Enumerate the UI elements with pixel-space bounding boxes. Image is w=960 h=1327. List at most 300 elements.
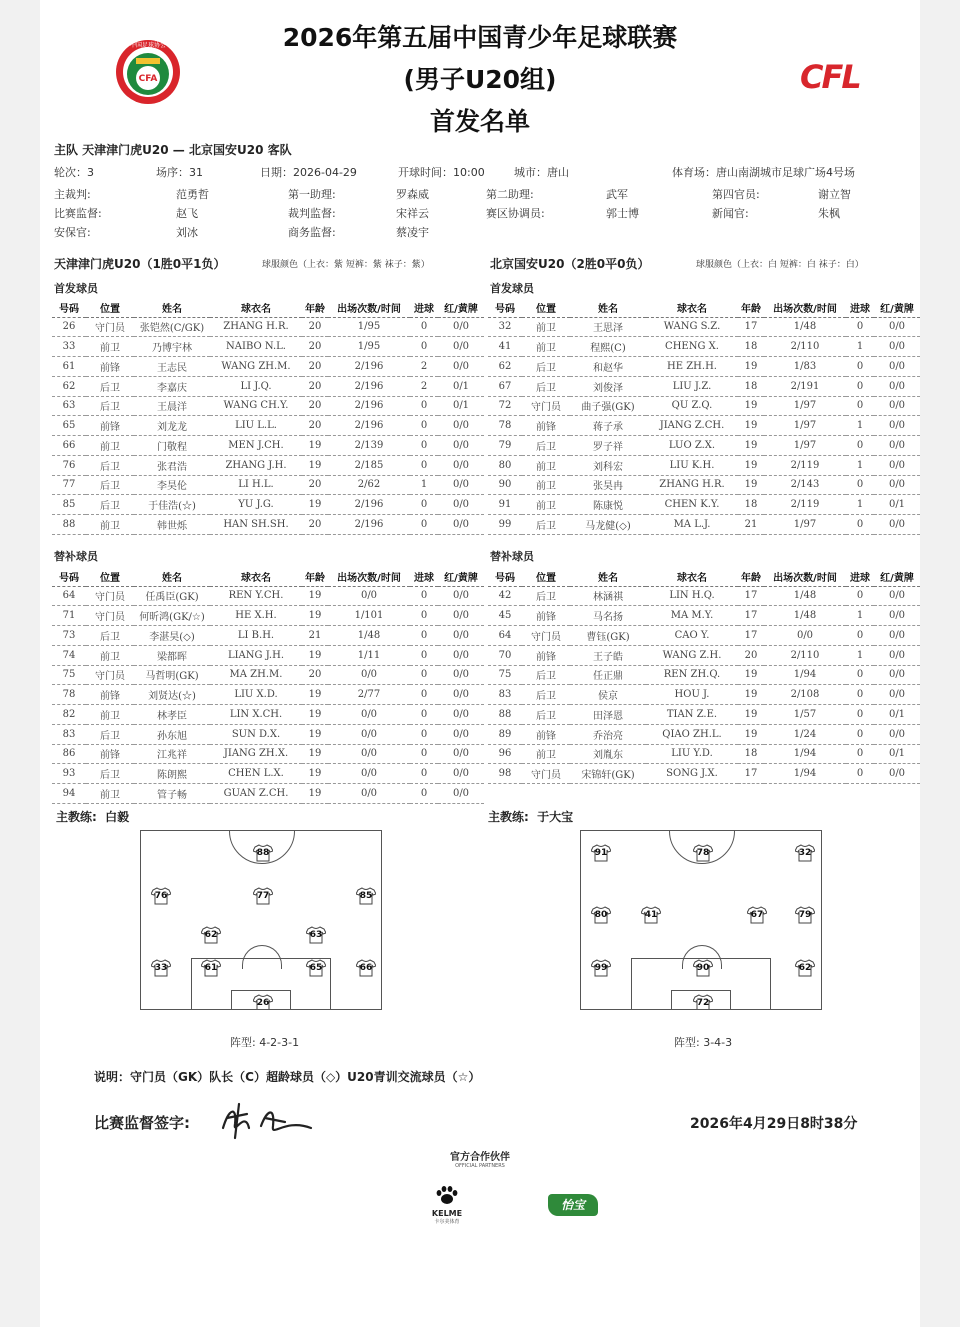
table-cell: 任正鼎	[570, 665, 646, 685]
table-row	[52, 645, 484, 665]
player-shirt-icon	[253, 994, 273, 1010]
table-row	[488, 586, 920, 606]
official-label: 比赛监督:	[54, 207, 102, 220]
table-cell: 0	[410, 455, 438, 475]
match-line: 主队 天津津门虎U20 — 北京国安U20 客队	[54, 143, 292, 157]
table-cell: 19	[302, 455, 328, 475]
table-row	[488, 744, 920, 764]
penalty-arc	[242, 945, 282, 969]
table-cell: 前卫	[522, 317, 570, 337]
table-cell: 2	[410, 357, 438, 377]
table-row	[488, 475, 920, 495]
table-cell: 1	[846, 645, 874, 665]
table-cell: MA ZH.M.	[210, 665, 302, 685]
official-name: 刘冰	[176, 226, 198, 239]
official-label: 第二助理:	[486, 188, 534, 201]
away-formation-value: 3-4-3	[703, 1036, 733, 1049]
table-cell: QU Z.Q.	[646, 396, 738, 416]
partners-label-en: OFFICIAL PARTNERS	[455, 1163, 505, 1169]
table-cell: 17	[738, 626, 764, 646]
table-row	[52, 685, 484, 705]
table-cell: 82	[52, 705, 86, 725]
table-cell: 0/0	[438, 705, 484, 725]
column-header: 姓名	[570, 299, 646, 317]
table-cell: 2/196	[328, 416, 410, 436]
table-cell: 0/0	[438, 784, 484, 804]
official-name: 郭士博	[606, 207, 639, 220]
table-cell: 0	[410, 396, 438, 416]
table-cell: 1	[846, 495, 874, 515]
official-label: 赛区协调员:	[486, 207, 545, 220]
home-formation-pitch	[140, 830, 382, 1010]
home-formation-label: 阵型:	[230, 1036, 256, 1049]
table-cell: 侯京	[570, 685, 646, 705]
table-cell: 65	[52, 416, 86, 436]
column-header: 年龄	[738, 299, 764, 317]
table-cell: 19	[302, 606, 328, 626]
table-cell: 曲子强(GK)	[570, 396, 646, 416]
table-cell: 83	[52, 724, 86, 744]
table-row	[488, 495, 920, 515]
table-cell: 0	[410, 515, 438, 535]
table-cell: 71	[52, 606, 86, 626]
table-cell: 前锋	[522, 645, 570, 665]
table-cell: 0/0	[874, 764, 920, 784]
table-cell: 2/108	[764, 685, 846, 705]
table-cell: HAN SH.SH.	[210, 515, 302, 535]
table-cell: 89	[488, 724, 522, 744]
table-cell: 0	[410, 586, 438, 606]
table-cell: 2	[410, 376, 438, 396]
table-cell: 守门员	[522, 764, 570, 784]
table-cell: 19	[738, 665, 764, 685]
column-header: 位置	[86, 568, 134, 586]
table-row	[488, 665, 920, 685]
table-cell: 韩世烁	[134, 515, 210, 535]
table-cell: 83	[488, 685, 522, 705]
player-shirt-number: 85	[359, 891, 373, 901]
official-label: 安保官:	[54, 226, 91, 239]
table-cell: 17	[738, 606, 764, 626]
table-cell: REN ZH.Q.	[646, 665, 738, 685]
table-cell: 前卫	[86, 784, 134, 804]
player-shirt-icon	[201, 959, 221, 977]
table-cell: 王晨洋	[134, 396, 210, 416]
table-cell: 1/95	[328, 317, 410, 337]
table-cell: 2/196	[328, 495, 410, 515]
player-shirt-number: 90	[696, 963, 710, 973]
table-cell: 19	[302, 495, 328, 515]
player-shirt-icon	[201, 926, 221, 944]
table-row	[52, 586, 484, 606]
player-shirt-number: 62	[798, 963, 812, 973]
table-cell: 0/0	[438, 337, 484, 357]
table-cell: 0/1	[438, 376, 484, 396]
table-cell: 94	[52, 784, 86, 804]
table-cell: 32	[488, 317, 522, 337]
table-cell: 0/0	[874, 317, 920, 337]
player-shirt-number: 78	[696, 848, 710, 858]
table-cell: 62	[52, 376, 86, 396]
table-cell: 0	[846, 764, 874, 784]
table-cell: 0	[846, 626, 874, 646]
table-cell: 前锋	[522, 724, 570, 744]
table-cell: 0/0	[874, 337, 920, 357]
table-cell: 80	[488, 455, 522, 475]
table-row	[52, 606, 484, 626]
table-cell: 2/196	[328, 357, 410, 377]
table-cell: 18	[738, 495, 764, 515]
table-cell: 20	[302, 475, 328, 495]
table-cell: 0/0	[874, 357, 920, 377]
table-cell: 62	[488, 357, 522, 377]
column-header: 年龄	[302, 299, 328, 317]
table-cell: 前锋	[86, 685, 134, 705]
table-row	[52, 495, 484, 515]
table-cell: 1/97	[764, 396, 846, 416]
table-cell: 0/0	[438, 665, 484, 685]
column-header: 球衣名	[646, 299, 738, 317]
kickoff-info: 开球时间：10:00	[398, 166, 485, 179]
away-coach	[488, 808, 573, 825]
player-shirt-number: 88	[256, 848, 270, 858]
table-cell: 0/0	[874, 665, 920, 685]
table-cell: 73	[52, 626, 86, 646]
table-cell: 77	[52, 475, 86, 495]
table-row	[488, 337, 920, 357]
table-cell: 0/0	[764, 626, 846, 646]
table-row	[52, 626, 484, 646]
table-cell: 72	[488, 396, 522, 416]
table-cell: 后卫	[522, 705, 570, 725]
player-shirt-icon	[591, 906, 611, 924]
table-cell: 张君浩	[134, 455, 210, 475]
table-cell: 0/0	[328, 724, 410, 744]
player-shirt-icon	[151, 887, 171, 905]
player-shirt-number: 26	[256, 998, 270, 1008]
table-cell: 门敬程	[134, 436, 210, 456]
table-cell: 前卫	[86, 436, 134, 456]
table-cell: 2/196	[328, 376, 410, 396]
table-header-row	[52, 299, 484, 317]
player-shirt-icon	[795, 906, 815, 924]
column-header: 球衣名	[210, 299, 302, 317]
sign-datetime: 2026年4月29日8时38分	[690, 1116, 858, 1132]
table-cell: 0/0	[438, 744, 484, 764]
table-cell: 前卫	[522, 495, 570, 515]
official-label: 主裁判:	[54, 188, 91, 201]
table-cell: 后卫	[86, 724, 134, 744]
table-cell: 李嘉庆	[134, 376, 210, 396]
table-cell: 0/1	[874, 495, 920, 515]
page-subtitle: (男子U20组)	[403, 65, 557, 94]
table-cell: 后卫	[86, 495, 134, 515]
table-cell: MA L.J.	[646, 515, 738, 535]
table-row	[488, 645, 920, 665]
seq-info: 场序：31	[156, 166, 203, 179]
table-cell: 0/1	[438, 396, 484, 416]
table-cell: 于佳浩(☆)	[134, 495, 210, 515]
table-cell: 67	[488, 376, 522, 396]
table-cell: 0/0	[438, 317, 484, 337]
table-cell: 17	[738, 586, 764, 606]
official-label: 商务监督:	[288, 226, 336, 239]
table-row	[52, 705, 484, 725]
table-cell: 0	[846, 317, 874, 337]
table-cell: 前卫	[86, 515, 134, 535]
table-cell: 孙东旭	[134, 724, 210, 744]
table-cell: MA M.Y.	[646, 606, 738, 626]
table-cell: 0/0	[874, 626, 920, 646]
table-cell: 0/1	[874, 705, 920, 725]
column-header: 球衣名	[210, 568, 302, 586]
table-cell: 0/0	[438, 724, 484, 744]
player-shirt-number: 79	[798, 910, 812, 920]
table-cell: 19	[738, 724, 764, 744]
table-cell: 守门员	[86, 586, 134, 606]
table-cell: 0/0	[438, 626, 484, 646]
table-cell: 罗子祥	[570, 436, 646, 456]
table-cell: 梁都晖	[134, 645, 210, 665]
table-cell: 田泽恩	[570, 705, 646, 725]
table-cell: 王志民	[134, 357, 210, 377]
table-cell: 前卫	[86, 337, 134, 357]
player-shirt-icon	[795, 844, 815, 862]
table-row	[52, 764, 484, 784]
table-header-row	[52, 568, 484, 586]
cfl-logo: CFL	[800, 58, 860, 96]
table-cell: 0/0	[438, 515, 484, 535]
table-cell: 63	[52, 396, 86, 416]
date-info: 日期：2026-04-29	[260, 166, 357, 179]
player-shirt-icon	[747, 906, 767, 924]
table-cell: SONG J.X.	[646, 764, 738, 784]
player-shirt-number: 99	[594, 963, 608, 973]
table-cell: 20	[738, 645, 764, 665]
column-header: 进球	[846, 568, 874, 586]
official-name: 武军	[606, 188, 628, 201]
table-cell: 2/119	[764, 455, 846, 475]
table-cell: 0/0	[328, 744, 410, 764]
table-cell: 刘贤达(☆)	[134, 685, 210, 705]
table-cell: 0	[846, 705, 874, 725]
table-cell: 0/0	[438, 436, 484, 456]
table-cell: 乃博宇林	[134, 337, 210, 357]
column-header: 出场次数/时间	[328, 568, 410, 586]
column-header: 出场次数/时间	[764, 299, 846, 317]
table-cell: 1	[846, 606, 874, 626]
table-cell: 0/0	[328, 784, 410, 804]
column-header: 进球	[410, 568, 438, 586]
table-cell: 0	[410, 744, 438, 764]
table-cell: JIANG Z.CH.	[646, 416, 738, 436]
page-heading: 首发名单	[429, 107, 530, 136]
column-header: 号码	[52, 568, 86, 586]
table-cell: 0	[410, 495, 438, 515]
column-header: 位置	[522, 568, 570, 586]
table-cell: 74	[52, 645, 86, 665]
table-cell: 0	[410, 436, 438, 456]
table-row	[488, 764, 920, 784]
player-shirt-icon	[591, 959, 611, 977]
table-cell: 19	[302, 744, 328, 764]
official-name: 朱枫	[818, 207, 840, 220]
table-cell: 0	[410, 416, 438, 436]
table-header-row	[488, 568, 920, 586]
official-name: 罗森威	[396, 188, 429, 201]
table-cell: 19	[302, 764, 328, 784]
table-cell: 26	[52, 317, 86, 337]
table-cell: HE ZH.H.	[646, 357, 738, 377]
table-cell: 2/119	[764, 495, 846, 515]
table-cell: 0	[846, 685, 874, 705]
table-cell: LIANG J.H.	[210, 645, 302, 665]
home-formation	[230, 1034, 299, 1050]
home-starters-label: 首发球员	[54, 282, 98, 295]
table-row	[488, 317, 920, 337]
table-cell: 王思泽	[570, 317, 646, 337]
table-cell: 2/77	[328, 685, 410, 705]
table-row	[52, 436, 484, 456]
table-cell: 20	[302, 665, 328, 685]
table-cell: 后卫	[522, 436, 570, 456]
table-cell: 0/0	[328, 665, 410, 685]
table-cell: 0/0	[438, 764, 484, 784]
table-cell: 19	[738, 396, 764, 416]
table-cell: 20	[302, 515, 328, 535]
table-cell: 1/101	[328, 606, 410, 626]
table-cell: HE X.H.	[210, 606, 302, 626]
official-name: 赵飞	[176, 207, 198, 220]
table-cell: 后卫	[86, 475, 134, 495]
table-cell: CHEN K.Y.	[646, 495, 738, 515]
table-cell: ZHANG J.H.	[210, 455, 302, 475]
player-shirt-number: 91	[594, 848, 608, 858]
table-cell: QIAO ZH.L.	[646, 724, 738, 744]
table-cell: 陈康悦	[570, 495, 646, 515]
table-cell: 后卫	[86, 455, 134, 475]
table-cell: 刘龙龙	[134, 416, 210, 436]
table-cell: 2/62	[328, 475, 410, 495]
player-shirt-icon	[591, 844, 611, 862]
table-cell: 陈朗熙	[134, 764, 210, 784]
table-cell: 19	[738, 416, 764, 436]
column-header: 姓名	[134, 568, 210, 586]
table-cell: 蒋子承	[570, 416, 646, 436]
table-cell: 20	[302, 416, 328, 436]
table-cell: HOU J.	[646, 685, 738, 705]
table-cell: 林涵祺	[570, 586, 646, 606]
table-cell: REN Y.CH.	[210, 586, 302, 606]
column-header: 姓名	[134, 299, 210, 317]
table-row	[52, 515, 484, 535]
cfa-logo-text: CFA	[138, 74, 158, 84]
table-cell: 张铠然(C/GK)	[134, 317, 210, 337]
table-cell: 45	[488, 606, 522, 626]
page-title: 2026年第五届中国青少年足球联赛	[282, 23, 678, 52]
table-cell: 0/1	[874, 744, 920, 764]
table-row	[52, 784, 484, 804]
table-cell: LUO Z.X.	[646, 436, 738, 456]
player-shirt-number: 62	[204, 930, 218, 940]
table-row	[488, 705, 920, 725]
paw-icon	[435, 1185, 459, 1205]
table-row	[52, 396, 484, 416]
player-shirt-icon	[253, 887, 273, 905]
table-cell: LI B.H.	[210, 626, 302, 646]
home-starters-table	[52, 299, 484, 535]
table-cell: 0	[410, 317, 438, 337]
table-cell: 前卫	[522, 475, 570, 495]
table-row	[52, 376, 484, 396]
table-cell: 17	[738, 764, 764, 784]
table-cell: 66	[52, 436, 86, 456]
table-cell: 0/0	[874, 376, 920, 396]
table-cell: 79	[488, 436, 522, 456]
table-row	[52, 416, 484, 436]
table-cell: 0	[410, 626, 438, 646]
table-cell: 前卫	[522, 337, 570, 357]
table-cell: 0/0	[874, 586, 920, 606]
table-cell: 刘科宏	[570, 455, 646, 475]
table-cell: 2/196	[328, 515, 410, 535]
table-cell: 1	[846, 455, 874, 475]
table-cell: 0/0	[328, 705, 410, 725]
table-row	[52, 357, 484, 377]
table-cell: 1/48	[764, 586, 846, 606]
table-cell: 前卫	[86, 705, 134, 725]
table-cell: 江兆祥	[134, 744, 210, 764]
table-cell: SUN D.X.	[210, 724, 302, 744]
table-row	[488, 357, 920, 377]
table-cell: 2/139	[328, 436, 410, 456]
table-cell: 20	[302, 317, 328, 337]
table-cell: 0/0	[874, 455, 920, 475]
table-cell: 20	[302, 337, 328, 357]
table-row	[488, 455, 920, 475]
table-cell: 0/0	[438, 586, 484, 606]
player-shirt-number: 32	[798, 848, 812, 858]
table-cell: WANG S.Z.	[646, 317, 738, 337]
table-cell: 马哲明(GK)	[134, 665, 210, 685]
table-cell: LIU Y.D.	[646, 744, 738, 764]
table-cell: 前卫	[522, 455, 570, 475]
table-cell: 守门员	[522, 626, 570, 646]
table-cell: TIAN Z.E.	[646, 705, 738, 725]
table-cell: 41	[488, 337, 522, 357]
table-cell: 2/196	[328, 396, 410, 416]
away-coach-label: 主教练:	[488, 810, 529, 824]
table-cell: 1/94	[764, 744, 846, 764]
table-cell: 2/110	[764, 645, 846, 665]
player-shirt-icon	[253, 844, 273, 862]
table-row	[52, 744, 484, 764]
table-cell: 守门员	[86, 606, 134, 626]
table-header-row	[488, 299, 920, 317]
kelme-logo	[428, 1185, 466, 1225]
table-cell: LIN H.Q.	[646, 586, 738, 606]
table-cell: 18	[738, 337, 764, 357]
table-cell: 后卫	[522, 665, 570, 685]
table-row	[52, 337, 484, 357]
table-cell: 1/57	[764, 705, 846, 725]
table-cell: 20	[302, 357, 328, 377]
table-cell: 1/97	[764, 515, 846, 535]
table-cell: 1/97	[764, 436, 846, 456]
table-cell: LIU X.D.	[210, 685, 302, 705]
table-cell: 守门员	[86, 317, 134, 337]
yibao-logo: 怡宝	[548, 1194, 598, 1216]
